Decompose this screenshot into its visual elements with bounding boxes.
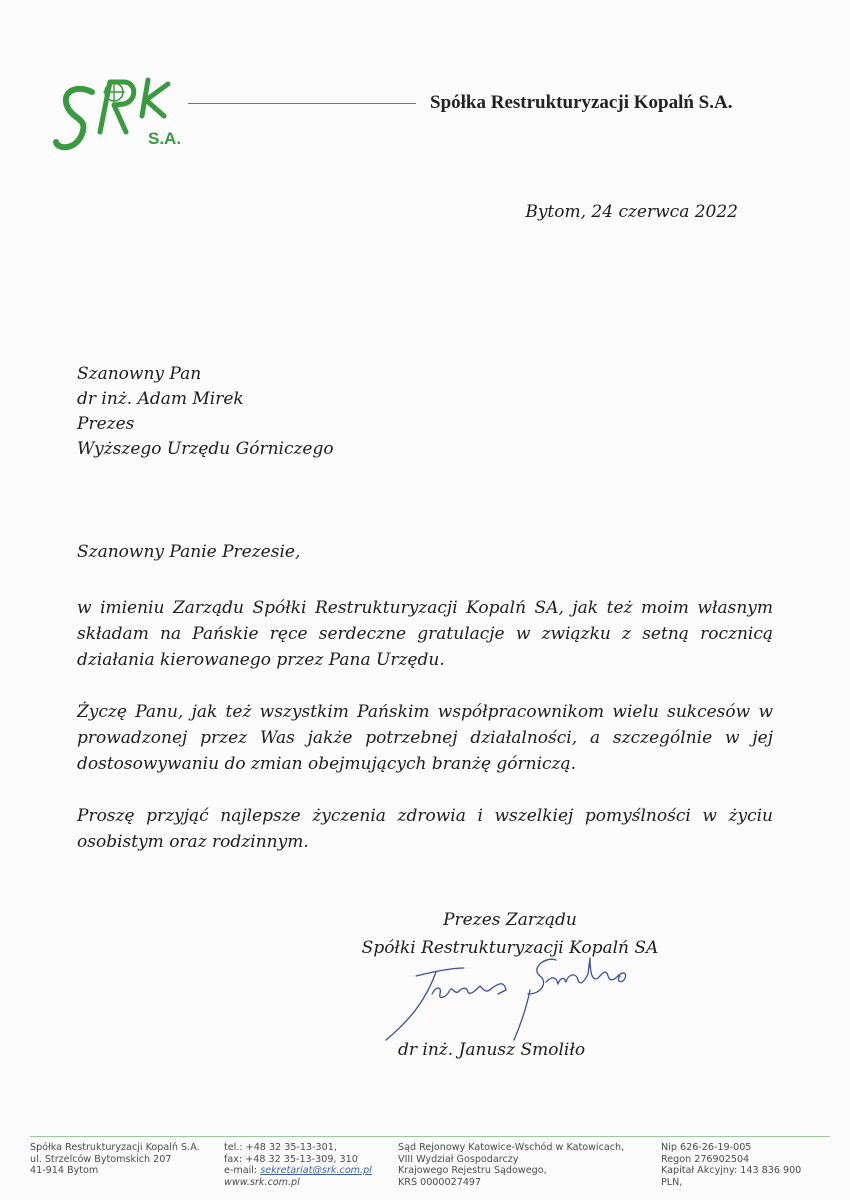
company-name: Spółka Restrukturyzacji Kopalń S.A. xyxy=(430,92,733,113)
footer-company-address xyxy=(30,1142,200,1177)
logo-suffix: S.A. xyxy=(148,129,182,148)
footer-website-link[interactable]: www.srk.com.pl xyxy=(224,1176,300,1188)
footer-tax-info xyxy=(661,1142,801,1188)
footer-line: Spółka Restrukturyzacji Kopalń S.A. xyxy=(30,1142,200,1153)
salutation: Szanowny Panie Prezesie, xyxy=(77,542,301,562)
footer-line: Regon 276902504 xyxy=(661,1153,750,1165)
srk-logo xyxy=(52,70,182,160)
footer-line: 41-914 Bytom xyxy=(30,1165,99,1177)
footer-line: Sąd Rejonowy Katowice-Wschód w Katowicach, xyxy=(398,1142,625,1153)
recipient-line: Szanowny Pan xyxy=(77,364,202,384)
footer-line: Nip 626-26-19-005 xyxy=(661,1142,752,1153)
footer-line: KRS 0000027497 xyxy=(398,1176,482,1188)
recipient-line: Wyższego Urzędu Górniczego xyxy=(77,439,334,459)
handwritten-signature xyxy=(380,950,640,1045)
recipient-line: Prezes xyxy=(77,414,135,434)
footer-rule xyxy=(30,1136,830,1137)
footer-email-label: e-mail: xyxy=(224,1165,261,1177)
footer-contact xyxy=(224,1142,372,1188)
closing-title: Prezes Zarządu xyxy=(443,910,577,930)
body-paragraph: Życzę Panu, jak też wszystkim Pańskim współpracownikom wielu sukcesów w prowadzonej przez Was jakże potrzebnej działalności, a szczególnie w jej dostosowywaniu do zmian obejmujących branżę górniczą. xyxy=(77,702,773,774)
footer-line: Krajowego Rejestru Sądowego, xyxy=(398,1165,547,1177)
footer-line: ul. Strzelców Bytomskich 207 xyxy=(30,1153,172,1165)
recipient-line: dr inż. Adam Mirek xyxy=(77,389,244,409)
recipient-address xyxy=(77,362,334,462)
letter-date: Bytom, 24 czerwca 2022 xyxy=(525,202,738,222)
footer-phone: tel.: +48 32 35-13-301, xyxy=(224,1142,337,1153)
footer-email-link[interactable]: sekretariat@srk.com.pl xyxy=(260,1165,372,1177)
footer-line: Kapitał Akcyjny: 143 836 900 xyxy=(661,1165,802,1177)
footer-fax: fax: +48 32 35-13-309, 310 xyxy=(224,1153,358,1165)
signatory-name: dr inż. Janusz Smoliło xyxy=(398,1040,586,1060)
header-rule xyxy=(188,103,416,104)
body-paragraph: Proszę przyjąć najlepsze życzenia zdrowia i wszelkiej pomyślności w życiu osobistym oraz rodzinnym. xyxy=(77,806,773,852)
body-paragraph: w imieniu Zarządu Spółki Restrukturyzacji Kopalń SA, jak też moim własnym składam na Pańskie ręce serdeczne gratulacje w związku z setną rocznicą działania kierowanego przez Pana Urzędu. xyxy=(77,598,773,670)
footer-line: PLN, xyxy=(661,1176,683,1188)
footer-email-line xyxy=(224,1165,372,1177)
footer-line: VIII Wydział Gospodarczy xyxy=(398,1153,519,1165)
closing-company: Spółki Restrukturyzacji Kopalń SA xyxy=(361,938,659,958)
footer-court-registry xyxy=(398,1142,624,1188)
